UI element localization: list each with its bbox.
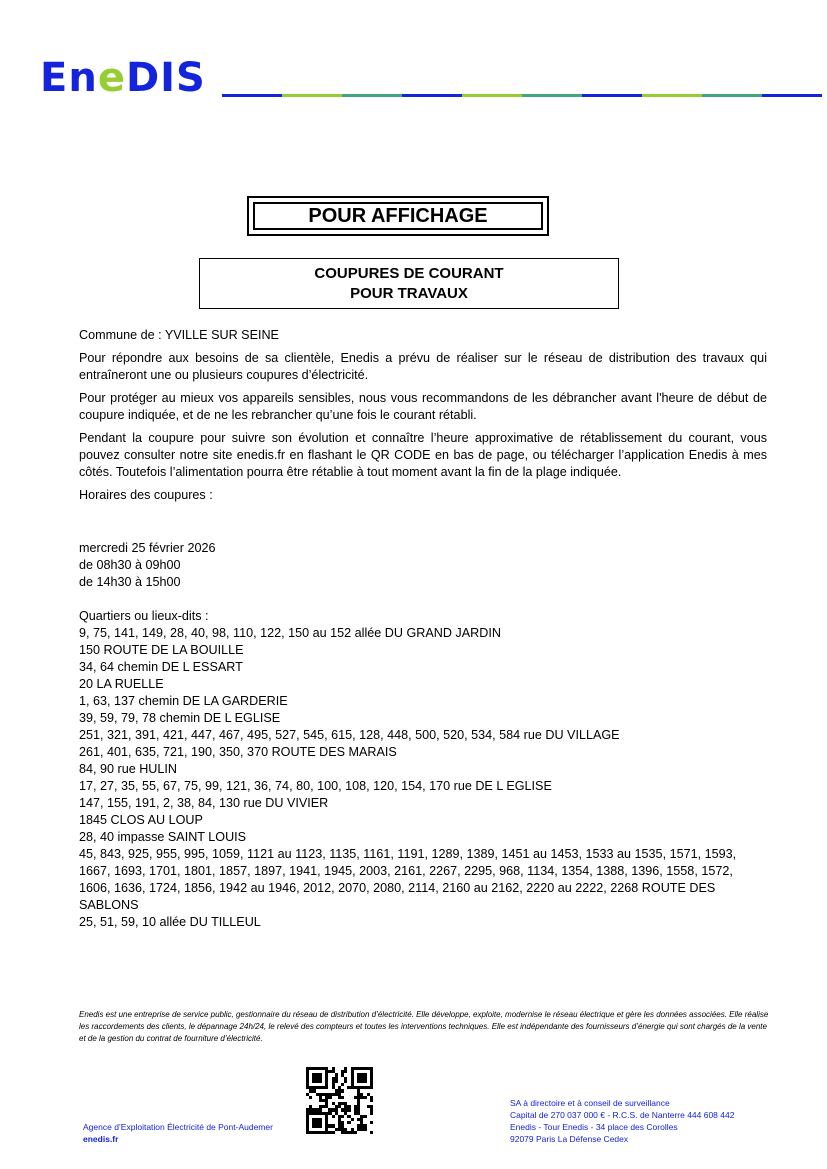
horaires-label: Horaires des coupures : xyxy=(79,488,213,502)
coupures-title-line2: POUR TRAVAUX xyxy=(350,284,468,302)
quartier-item: 1, 63, 137 chemin DE LA GARDERIE xyxy=(79,694,288,708)
info-paragraph: Pendant la coupure pour suivre son évolution et connaître l’heure approximative de rétablissement du courant, vous pouvez consulter notre site enedis.fr en flashant le QR CODE en bas de page, ou télécharger l’application Enedis à mes côtés. Toutefois l’alimentation pourra être rétablie à tout moment avant la fin de la plage indiquée. xyxy=(79,431,767,479)
quartiers-list xyxy=(79,625,767,931)
quartier-item: 1845 CLOS AU LOUP xyxy=(79,813,203,827)
coupures-title-line1: COUPURES DE COURANT xyxy=(314,264,504,282)
quartier-item: 17, 27, 35, 55, 67, 75, 99, 121, 36, 74, 80, 100, 108, 120, 154, 170 rue DE L EGLISE xyxy=(79,779,552,793)
pour-affichage-title: POUR AFFICHAGE xyxy=(253,202,543,230)
quartiers-label: Quartiers ou lieux-dits : xyxy=(79,609,209,623)
header-line-segment xyxy=(402,94,462,97)
enedis-logo: EneDIS xyxy=(40,55,206,101)
outage-date: mercredi 25 février 2026 xyxy=(79,541,216,555)
quartier-item: 39, 59, 79, 78 chemin DE L EGLISE xyxy=(79,711,281,725)
quartier-item: 261, 401, 635, 721, 190, 350, 370 ROUTE DES MARAIS xyxy=(79,745,397,759)
footer-agency xyxy=(83,1121,273,1145)
intro-paragraph: Pour répondre aux besoins de sa clientèle, Enedis a prévu de réaliser sur le réseau de distribution des travaux qui entraîneront une ou plusieurs coupures d’électricité. xyxy=(79,351,767,382)
header-line-segment xyxy=(642,94,702,97)
company-line-4: 92079 Paris La Défense Cedex xyxy=(510,1134,629,1144)
company-line-3: Enedis - Tour Enedis - 34 place des Corolles xyxy=(510,1122,678,1132)
commune: Commune de : YVILLE SUR SEINE xyxy=(79,328,279,342)
header-line-segment xyxy=(582,94,642,97)
quartier-item: 45, 843, 925, 955, 995, 1059, 1121 au 1123, 1135, 1161, 1191, 1289, 1389, 1451 au 1453, 1533 au 1535, 1571, 1593, 1667, 1693, 1701, 1801, 1857, 1897, 1941, 1945, 2003, 2161, 2267, 2295, 968, 1134, 1354, 1388, 1396, 1558, 1572, 1606, 1636, 1724, 1856, 1942 au 1946, 2012, 2070, 2080, 2114, 2160 au 2162, 2220 au 2222, 2268 ROUTE DES SABLONS xyxy=(79,847,737,912)
notice-content xyxy=(79,327,767,931)
quartier-item: 25, 51, 59, 10 allée DU TILLEUL xyxy=(79,915,261,929)
header-line-segment xyxy=(282,94,342,97)
pour-affichage-box xyxy=(247,196,549,236)
header-color-line xyxy=(222,94,822,97)
header-line-segment xyxy=(702,94,762,97)
quartier-item: 9, 75, 141, 149, 28, 40, 98, 110, 122, 150 au 152 allée DU GRAND JARDIN xyxy=(79,626,501,640)
header-line-segment xyxy=(762,94,822,97)
quartier-item: 251, 321, 391, 421, 447, 467, 495, 527, 545, 615, 128, 448, 500, 520, 534, 584 rue DU VILLAGE xyxy=(79,728,620,742)
header-line-segment xyxy=(522,94,582,97)
quartier-item: 34, 64 chemin DE L ESSART xyxy=(79,660,243,674)
website-link[interactable]: enedis.fr xyxy=(83,1134,119,1144)
outage-slot-1: de 08h30 à 09h00 xyxy=(79,558,181,572)
company-line-1: SA à directoire et à conseil de surveillance xyxy=(510,1098,670,1108)
agency-name: Agence d’Exploitation Électricité de Pont-Audemer xyxy=(83,1122,273,1132)
outage-slot-2: de 14h30 à 15h00 xyxy=(79,575,181,589)
quartier-item: 20 LA RUELLE xyxy=(79,677,164,691)
header-line-segment xyxy=(342,94,402,97)
quartier-item: 147, 155, 191, 2, 38, 84, 130 rue DU VIVIER xyxy=(79,796,329,810)
qr-code-icon[interactable] xyxy=(306,1067,373,1134)
quartier-item: 84, 90 rue HULIN xyxy=(79,762,178,776)
footer-company-info xyxy=(510,1097,734,1145)
quartier-item: 150 ROUTE DE LA BOUILLE xyxy=(79,643,244,657)
header-line-segment xyxy=(222,94,282,97)
legal-disclaimer: Enedis est une entreprise de service public, gestionnaire du réseau de distribution d’électricité. Elle développe, exploite, modernise le réseau électrique et gère les données associées. Elle réalise les raccordements des clients, le dépannage 24h/24, le relevé des compteurs et toutes les interventions techniques. Elle est indépendante des fournisseurs d’énergie qui sont chargés de la vente et de la gestion du contrat de fourniture d’électricité. xyxy=(79,1010,769,1043)
quartier-item: 28, 40 impasse SAINT LOUIS xyxy=(79,830,247,844)
header-line-segment xyxy=(462,94,522,97)
coupures-title-box xyxy=(199,258,619,309)
protection-paragraph: Pour protéger au mieux vos appareils sensibles, nous vous recommandons de les débrancher avant l'heure de début de coupure indiquée, et de ne les rebrancher qu’une fois le courant rétabli. xyxy=(79,391,767,422)
company-line-2: Capital de 270 037 000 € - R.C.S. de Nanterre 444 608 442 xyxy=(510,1110,735,1120)
